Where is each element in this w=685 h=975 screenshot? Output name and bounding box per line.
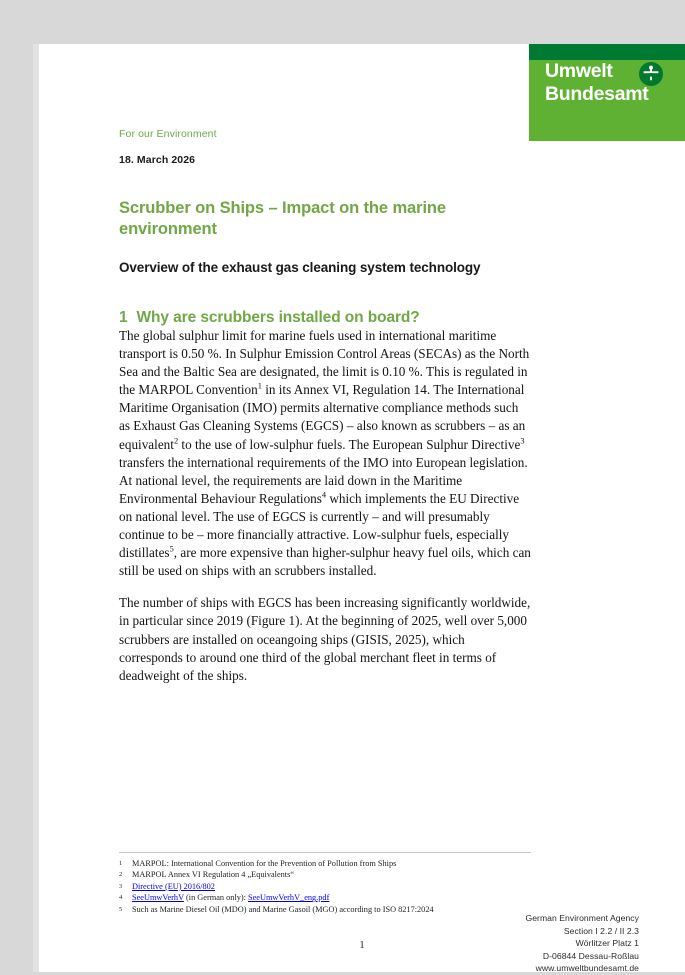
footnote-number: 1 — [119, 860, 123, 867]
footnote-number: 3 — [119, 882, 123, 890]
footnote-text: Such as Marine Diesel Oil (MDO) and Marine Gasoil (MGO) according to ISO 8217:2024 — [132, 904, 434, 914]
document-page — [39, 44, 685, 972]
address-line: D-06844 Dessau-Roßlau — [542, 950, 639, 961]
footnote-item — [119, 858, 549, 869]
footnote-text: MARPOL Annex VI Regulation 4 „Equivalents“ — [132, 870, 294, 880]
p1-part-f: , are more expensive than higher-sulphur heavy fuel oils, which can still be used on ships with an scrubbers installed. — [119, 545, 531, 579]
section-heading-1 — [119, 308, 539, 328]
p1-part-b: in its Annex VI, Regulation 14. The International Maritime Organisation (IMO) permits alternative compliance methods such as Exhaust Gas Cleaning Systems (EGCS) – also known as scrubbers – as an equivalent — [119, 382, 526, 452]
footnote-number: 5 — [119, 905, 123, 913]
logo-line-1: Umwelt — [545, 60, 613, 82]
address-line: German Environment Agency — [525, 913, 639, 923]
p1-part-a: The global sulphur limit for marine fuels used in international maritime transport is 0.50 %. In Sulphur Emission Control Areas (SECAs) as the North Sea and the Baltic Sea are designated, the limit is 0.10 %. This is regulated in the MARPOL Convention — [119, 328, 530, 398]
footnote-separator — [119, 852, 531, 853]
kicker-for-our-environment: For our Environment — [119, 128, 217, 140]
footnote-link-secondary[interactable]: SeeUmwVerhV_eng.pdf — [248, 893, 330, 903]
page-title: Scrubber on Ships – Impact on the marine environment — [119, 199, 446, 239]
footnote-number: 2 — [119, 871, 123, 879]
footnote-text — [132, 892, 549, 903]
footnote-item — [119, 881, 549, 892]
logo-top-bar — [529, 44, 685, 60]
agency-address — [419, 912, 639, 975]
uba-human-tree-icon — [639, 62, 663, 86]
document-date: 18. March 2026 — [119, 154, 196, 166]
paragraph-2: The number of ships with EGCS has been increasing significantly worldwide, in particular since 2019 (Figure 1). At the beginning of 2025, well over 5,000 scrubbers are installed on oceangoing ships (GISIS, 2025), which corresponds to around one third of the global merchant fleet in terms of deadweight of the ships. — [119, 595, 531, 683]
footnote-link[interactable]: SeeUmwVerhV — [132, 893, 184, 903]
address-line: Wörlitzer Platz 1 — [575, 938, 639, 949]
footnote-ref-5[interactable]: 5 — [169, 544, 174, 554]
footnote-item — [119, 892, 549, 903]
paragraph-1 — [119, 327, 531, 580]
footnote-ref-2[interactable]: 2 — [173, 436, 179, 446]
footnote-ref-4[interactable]: 4 — [321, 490, 327, 500]
footnote-mid-text: (in German only): — [183, 893, 248, 903]
p1-part-e: which implements the EU Directive on national level. The use of EGCS is currently – and will presumably continue to be – more financially attractive. Low-sulphur fuels, especially distillates — [119, 490, 520, 561]
footnote-link[interactable]: Directive (EU) 2016/802 — [132, 881, 215, 891]
page-number: 1 — [359, 939, 365, 951]
logo-line-2: Bundesamt — [545, 83, 649, 105]
page-subtitle: Overview of the exhaust gas cleaning system technology — [119, 260, 481, 276]
address-website[interactable]: www.umweltbundesamt.de — [535, 963, 639, 974]
footnote-number: 4 — [119, 894, 123, 902]
section-number: 1 — [119, 308, 128, 326]
address-line: Section I 2.2 / II 2.3 — [563, 925, 639, 936]
p1-part-c: to the use of low-sulphur fuels. The European Sulphur Directive — [178, 436, 521, 452]
footnote-text: MARPOL: International Convention for the Prevention of Pollution from Ships — [132, 859, 397, 868]
uba-logo — [529, 44, 685, 141]
footnote-list — [119, 858, 549, 915]
footnote-ref-1[interactable]: 1 — [257, 381, 262, 391]
logo-wordmark — [545, 60, 648, 106]
p1-part-d: transfers the international requirements of the IMO into European legislation. At national level, the requirements are laid down in the Maritime Environmental Behaviour Regulations — [119, 454, 528, 506]
footnote-text — [132, 881, 549, 892]
footnote-item — [119, 869, 549, 880]
section-heading-text: Why are scrubbers installed on board? — [136, 308, 420, 326]
document-body — [119, 327, 531, 699]
footnote-ref-3[interactable]: 3 — [520, 436, 525, 446]
